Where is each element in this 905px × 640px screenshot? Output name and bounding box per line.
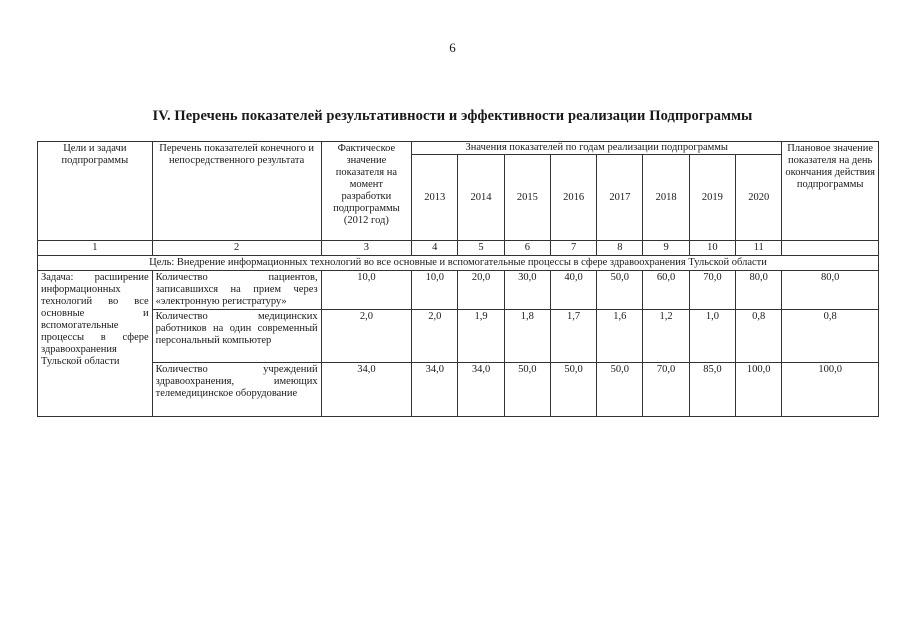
- table-row: [38, 363, 879, 417]
- column-number: 11: [736, 241, 782, 256]
- year-value: 50,0: [550, 363, 596, 417]
- year-value: 40,0: [550, 271, 596, 310]
- header-year: 2018: [643, 155, 689, 241]
- header-year: 2013: [412, 155, 458, 241]
- indicator-name: Количество учреждений здравоохранения, имеющих телемедицинское оборудование: [152, 363, 321, 417]
- header-year: 2020: [736, 155, 782, 241]
- goal-row: [38, 256, 879, 271]
- year-value: 1,9: [458, 310, 504, 363]
- column-number: 7: [550, 241, 596, 256]
- indicator-name: Количество пациентов, записавшихся на прием через «электронную регистратуру»: [152, 271, 321, 310]
- planned-value: 80,0: [782, 271, 879, 310]
- year-value: 1,2: [643, 310, 689, 363]
- year-value: 1,7: [550, 310, 596, 363]
- header-year: 2019: [689, 155, 735, 241]
- header-indicators: Перечень показателей конечного и непосредственного результата: [152, 142, 321, 241]
- column-number: 2: [152, 241, 321, 256]
- header-row: [38, 142, 879, 155]
- header-goals: Цели и задачи подпрограммы: [38, 142, 153, 241]
- year-value: 2,0: [412, 310, 458, 363]
- header-by-years: Значения показателей по годам реализации подпрограммы: [412, 142, 782, 155]
- year-value: 0,8: [736, 310, 782, 363]
- planned-value: 0,8: [782, 310, 879, 363]
- year-value: 80,0: [736, 271, 782, 310]
- year-value: 30,0: [504, 271, 550, 310]
- actual-value: 34,0: [321, 363, 412, 417]
- year-value: 70,0: [689, 271, 735, 310]
- year-value: 60,0: [643, 271, 689, 310]
- year-value: 50,0: [597, 363, 643, 417]
- indicators-table: [37, 141, 879, 417]
- year-value: 10,0: [412, 271, 458, 310]
- header-year: 2016: [550, 155, 596, 241]
- table-row: [38, 310, 879, 363]
- year-value: 1,6: [597, 310, 643, 363]
- header-planned: Плановое значение показателя на день окончания действия подпрограммы: [782, 142, 879, 241]
- column-number: 6: [504, 241, 550, 256]
- page-number: 6: [449, 40, 456, 55]
- year-value: 50,0: [597, 271, 643, 310]
- column-number: 1: [38, 241, 153, 256]
- column-number: 9: [643, 241, 689, 256]
- planned-value: 100,0: [782, 363, 879, 417]
- year-value: 50,0: [504, 363, 550, 417]
- year-value: 34,0: [458, 363, 504, 417]
- header-year: 2014: [458, 155, 504, 241]
- header-year: 2017: [597, 155, 643, 241]
- goal-text: Цель: Внедрение информационных технологий во все основные и вспомогательные процессы в сфере здравоохранения Тульской области: [38, 256, 879, 271]
- section-title: IV. Перечень показателей результативности и эффективности реализации Подпрограммы: [152, 108, 753, 124]
- year-value: 70,0: [643, 363, 689, 417]
- task-text: Задача: расширение информационных технологий во все основные и вспомогательные процессы в сфере здравоохранения Тульской области: [38, 271, 153, 417]
- column-number: 5: [458, 241, 504, 256]
- header-year: 2015: [504, 155, 550, 241]
- year-value: 100,0: [736, 363, 782, 417]
- column-number: [782, 241, 879, 256]
- column-number: 4: [412, 241, 458, 256]
- table-row: [38, 271, 879, 310]
- column-number: 8: [597, 241, 643, 256]
- year-value: 1,8: [504, 310, 550, 363]
- year-value: 20,0: [458, 271, 504, 310]
- year-value: 1,0: [689, 310, 735, 363]
- indicator-name: Количество медицинских работников на один современный персональный компьютер: [152, 310, 321, 363]
- year-value: 34,0: [412, 363, 458, 417]
- column-number: 10: [689, 241, 735, 256]
- year-value: 85,0: [689, 363, 735, 417]
- actual-value: 2,0: [321, 310, 412, 363]
- column-number-row: [38, 241, 879, 256]
- column-number: 3: [321, 241, 412, 256]
- header-actual: Фактическое значение показателя на момент разработки подпрограммы (2012 год): [321, 142, 412, 241]
- actual-value: 10,0: [321, 271, 412, 310]
